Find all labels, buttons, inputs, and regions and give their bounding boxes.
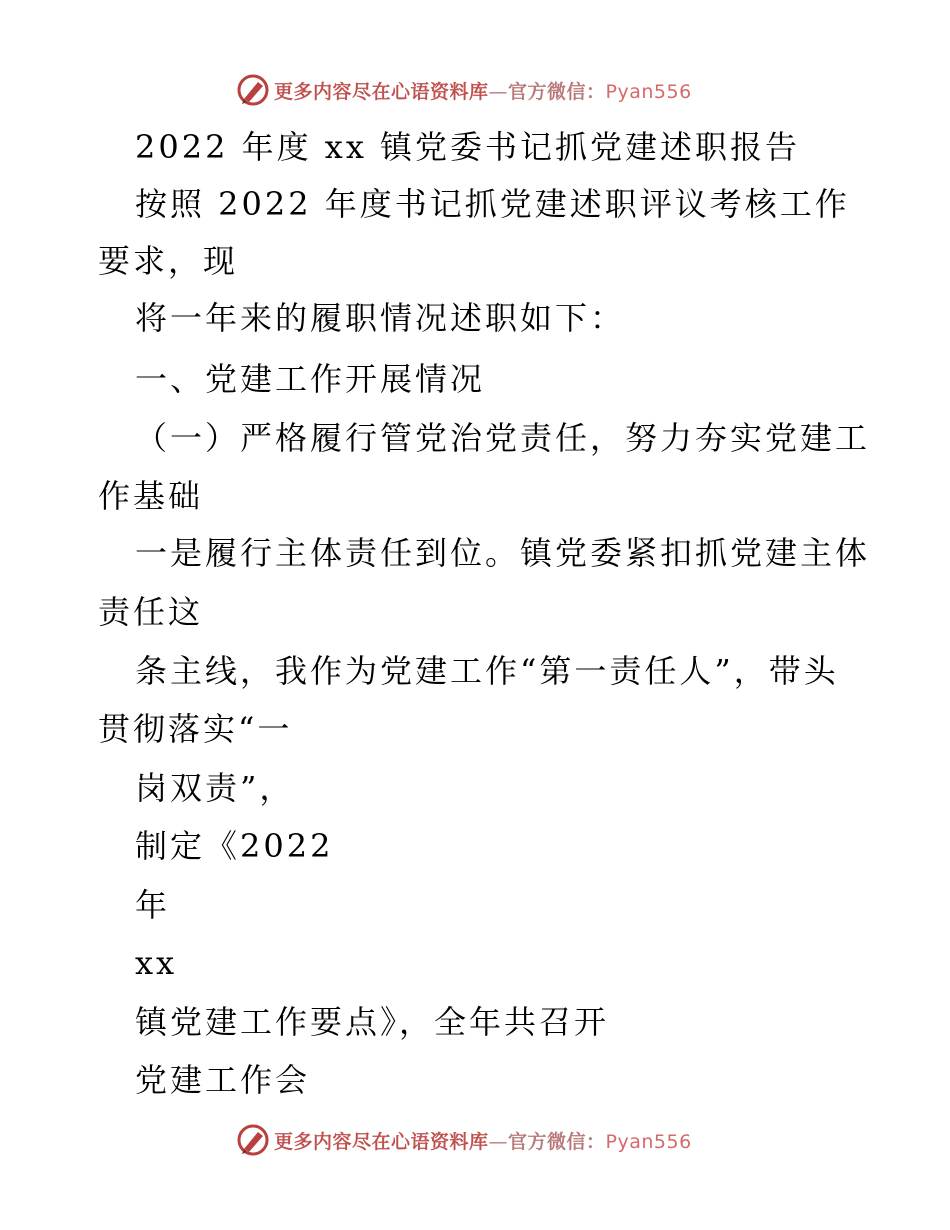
doc-line: 党建工作会 (135, 1061, 311, 1099)
doc-line: xx (135, 944, 178, 982)
doc-line: 责任这 (98, 593, 204, 631)
footer-watermark (236, 1123, 692, 1157)
doc-line: 按照 2022 年度书记抓党建述职评议考核工作 (135, 185, 850, 223)
doc-line: 条主线，我作为党建工作“第一责任人”，带头 (135, 652, 839, 690)
watermark-main: 更多内容尽在心语资料库 (274, 80, 489, 103)
doc-line: 镇党建工作要点》，全年共召开 (135, 1003, 610, 1041)
watermark-dash: — (488, 80, 509, 103)
watermark-main: 更多内容尽在心语资料库 (274, 1130, 489, 1153)
watermark-sub: 官方微信： (508, 80, 606, 103)
doc-title: 2022 年度 xx 镇党委书记抓党建述职报告 (135, 128, 801, 166)
watermark-id: Pyan556 (605, 1130, 692, 1153)
doc-line: 制定《2022 (135, 827, 334, 865)
watermark-id: Pyan556 (605, 80, 692, 103)
doc-line: 将一年来的履职情况述职如下： (135, 299, 626, 337)
doc-line: 贯彻落实“一 (98, 710, 293, 748)
watermark-text (274, 1127, 692, 1154)
watermark-dash: — (488, 1130, 509, 1153)
doc-line: 年 (135, 886, 171, 924)
watermark-sub: 官方微信： (508, 1130, 606, 1153)
doc-line: 岗双责”， (135, 769, 295, 807)
section-heading: 一、党建工作开展情况 (135, 360, 486, 398)
subsection-heading: （一）严格履行管党治党责任，努力夯实党建工 (135, 419, 871, 457)
doc-line: 作基础 (98, 477, 204, 515)
pen-logo-icon (236, 1123, 270, 1157)
doc-line: 要求，现 (98, 242, 239, 280)
doc-line: 一是履行主体责任到位。镇党委紧扣抓党建主体 (135, 534, 871, 572)
